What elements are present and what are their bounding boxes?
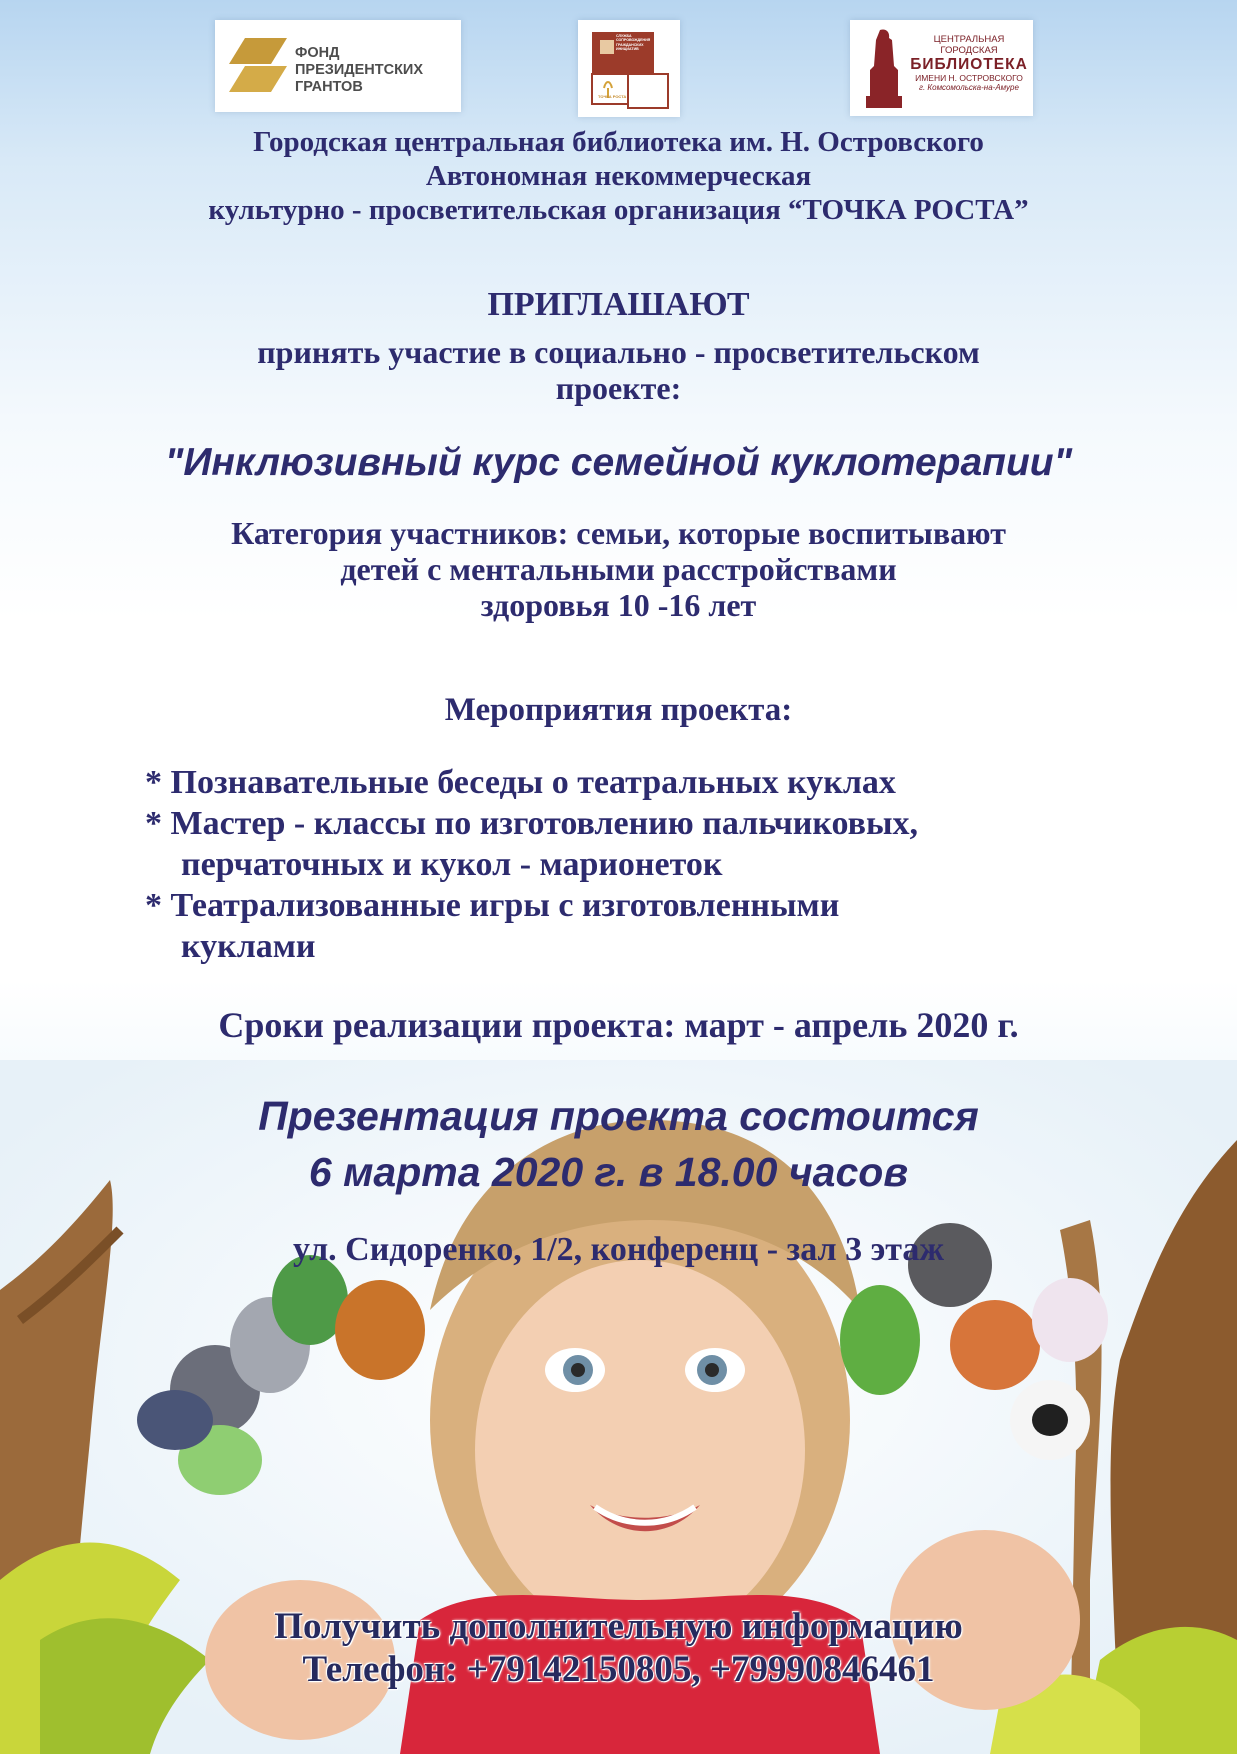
organizer-line-2: Автономная некоммерческая — [425, 160, 812, 192]
contact-block — [0, 1605, 1237, 1691]
project-title: "Инклюзивный курс семейной куклотерапии" — [164, 441, 1073, 484]
grants-fund-mark-icon — [227, 36, 289, 94]
central-city-library-logo — [850, 20, 1033, 116]
event-item-2-continued: перчаточных и кукол - марионеток — [181, 846, 723, 883]
invite-line-2: проекте: — [555, 370, 682, 406]
participants-line-3: здоровья 10 -16 лет — [480, 587, 757, 623]
organizer-line-1: Городская центральная библиотека им. Н. Островского — [253, 126, 984, 158]
event-item-2: * Мастер - классы по изготовлению пальчиковых, — [145, 805, 919, 842]
invite-heading: ПРИГЛАШАЮТ — [487, 286, 750, 323]
event-item-1: * Познавательные беседы о театральных куклах — [145, 764, 896, 801]
participants-line-1: Категория участников: семьи, которые воспитывают — [231, 515, 1006, 551]
address: ул. Сидоренко, 1/2, конференц - зал 3 этаж — [292, 1231, 945, 1268]
invite-subtitle — [0, 334, 1237, 406]
organizers-block — [0, 125, 1237, 227]
civil-initiatives-service-text: СЛУЖБА СОПРОВОЖДЕНИЯ ГРАЖДАНСКИХ ИНИЦИАТИВ — [616, 34, 651, 52]
invite-line-1: принять участие в социально - просветительском — [257, 334, 980, 370]
participants-line-2: детей с ментальными расстройствами — [340, 551, 897, 587]
presentation-block — [0, 1088, 1237, 1200]
event-item-3: * Театрализованные игры с изготовленными — [145, 887, 840, 924]
contact-info-label: Получить дополнительную информацию — [274, 1606, 963, 1647]
presentation-line-2: 6 марта 2020 г. в 18.00 часов — [308, 1149, 909, 1195]
events-heading: Мероприятия проекта: — [444, 692, 793, 728]
library-logo-text: ЦЕНТРАЛЬНАЯ ГОРОДСКАЯ БИБЛИОТЕКА ИМЕНИ Н. ОСТРОВСКОГО г. Комсомольска-на-Амуре — [910, 34, 1028, 92]
events-list — [145, 762, 918, 967]
presentation-line-1: Презентация проекта состоится — [258, 1093, 979, 1139]
contact-phones: Телефон: +79142150805, +79990846461 — [302, 1649, 935, 1690]
tochka-rosta-small-text: ТОЧКА РОСТА — [598, 94, 627, 99]
civil-initiatives-service-logo — [578, 20, 680, 117]
grants-fund-logo-text: ФОНД ПРЕЗИДЕНТСКИХ ГРАНТОВ — [295, 45, 424, 95]
event-item-3-continued: куклами — [181, 928, 316, 965]
monument-icon — [862, 26, 906, 110]
participants-block — [0, 515, 1237, 623]
organizer-line-3: культурно - просветительская организация “ТОЧКА РОСТА” — [208, 194, 1029, 226]
project-dates: Сроки реализации проекта: март - апрель 2020 г. — [218, 1005, 1019, 1045]
presidential-grants-fund-logo — [215, 20, 461, 112]
